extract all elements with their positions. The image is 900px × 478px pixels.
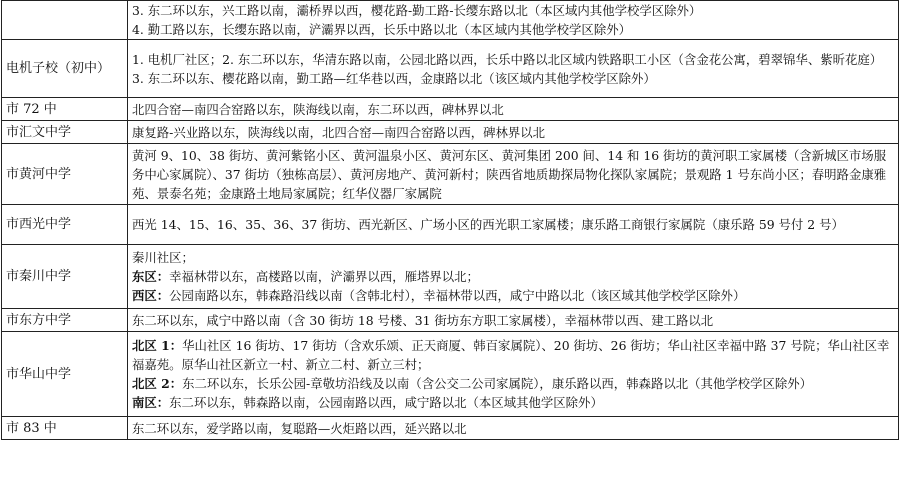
district-line: 东二环以东，爱学路以南，复聪路—火炬路以西，延兴路以北 [132,420,467,436]
district-line: 黄河 9、10、38 街坊、黄河紫铭小区、黄河温泉小区、黄河东区、黄河集团 200 间、14 和 16 街坊的黄河职工家属楼（含新城区市场服务中心家属院）、37 街坊（独栋高层）、黄河房地产、黄河新村；陕西省地质勘探局物化探队家属院；景观路 1 号东尚小区；春明路金康雅苑、景泰名苑；金康路土地局家属院；红华仪器厂家属院 [132,147,887,201]
school-district-table [1,0,899,440]
table-row [2,332,899,417]
district-area-cell [128,332,899,417]
school-name-cell: 市 72 中 [2,98,128,121]
school-name-cell: 市汇文中学 [2,121,128,144]
district-line: 北四合窑—南四合窑路以东，陕海线以南，东二环以西，碑林界以北 [132,101,504,117]
district-line: 3. 东二环以东，兴工路以南，灞桥界以西，樱花路-勤工路-长缨东路以北（本区域内其他学校学区除外） [132,3,702,18]
district-area-cell [128,205,899,245]
table-row [2,121,899,144]
district-area-cell [128,1,899,40]
district-line: 西光 14、15、16、35、36、37 街坊、西光新区、广场小区的西光职工家属楼；康乐路工商银行家属院（康乐路 59 号付 2 号） [132,217,844,232]
district-area-cell [128,309,899,332]
area-label: 北区 1： [132,338,183,353]
school-name-cell: 市华山中学 [2,332,128,417]
district-line: 东二环以东，咸宁中路以南（含 30 街坊 18 号楼、31 街坊东方职工家属楼），幸福林带以西、建工路以北 [132,312,714,328]
district-area-cell [128,144,899,205]
district-line: 东区：幸福林带以东，高楼路以南，浐灞界以西，雁塔界以北； [132,269,479,284]
school-name-cell: 市 83 中 [2,417,128,440]
school-name-cell [2,1,128,40]
table-row [2,144,899,205]
district-area-cell [128,245,899,309]
table-row [2,1,899,40]
district-area-cell [128,417,899,440]
district-line: 秦川社区； [132,250,194,265]
school-name-cell: 市东方中学 [2,309,128,332]
table-body [2,1,899,440]
district-area-cell [128,121,899,144]
district-line: 北区 2：东二环以东，长乐公园-章敬坊沿线及以南（含公交二公司家属院），康乐路以西，韩森路以北（其他学校学区除外） [132,376,813,391]
area-label: 西区： [132,288,170,303]
school-name-cell: 市秦川中学 [2,245,128,309]
table-row [2,205,899,245]
area-label: 北区 2： [132,376,183,391]
district-line: 北区 1：华山社区 16 街坊、17 街坊（含欢乐颂、正天商厦、韩百家属院）、20 街坊、26 街坊；华山社区幸福中路 37 号院；华山社区幸福嘉苑。原华山社区新立一村、新立二村、新立三村； [132,338,890,372]
area-label: 东区： [132,269,170,284]
district-line: 南区：东二环以东，韩森路以南，公园南路以西，咸宁路以北（本区域其他学区除外） [132,395,603,410]
district-line: 3. 东二环以东、樱花路以南，勤工路—红华巷以西，金康路以北（该区域内其他学校学区除外） [132,70,656,86]
table-row [2,98,899,121]
school-name-cell: 市黄河中学 [2,144,128,205]
area-label: 南区： [132,395,170,410]
district-line: 康复路-兴业路以东，陕海线以南，北四合窑—南四合窑路以西，碑林界以北 [132,124,546,140]
district-line: 西区：公园南路以东，韩森路沿线以南（含韩北村），幸福林带以西，咸宁中路以北（该区域其他学校学区除外） [132,288,746,303]
table-row [2,309,899,332]
school-name-cell: 市西光中学 [2,205,128,245]
table-row [2,417,899,440]
table-row [2,245,899,309]
district-line: 1. 电机厂社区；2. 东二环以东，华清东路以南，公园北路以西，长乐中路以北区域内铁路职工小区（含金花公寓，碧翠锦华、紫昕花庭） [132,51,883,67]
district-line: 4. 勤工路以东，长缨东路以南，浐灞界以西，长乐中路以北（本区域内其他学校学区除外） [132,22,631,37]
school-name-cell: 电机子校（初中） [2,40,128,98]
district-area-cell [128,40,899,98]
district-area-cell [128,98,899,121]
table-row [2,40,899,98]
